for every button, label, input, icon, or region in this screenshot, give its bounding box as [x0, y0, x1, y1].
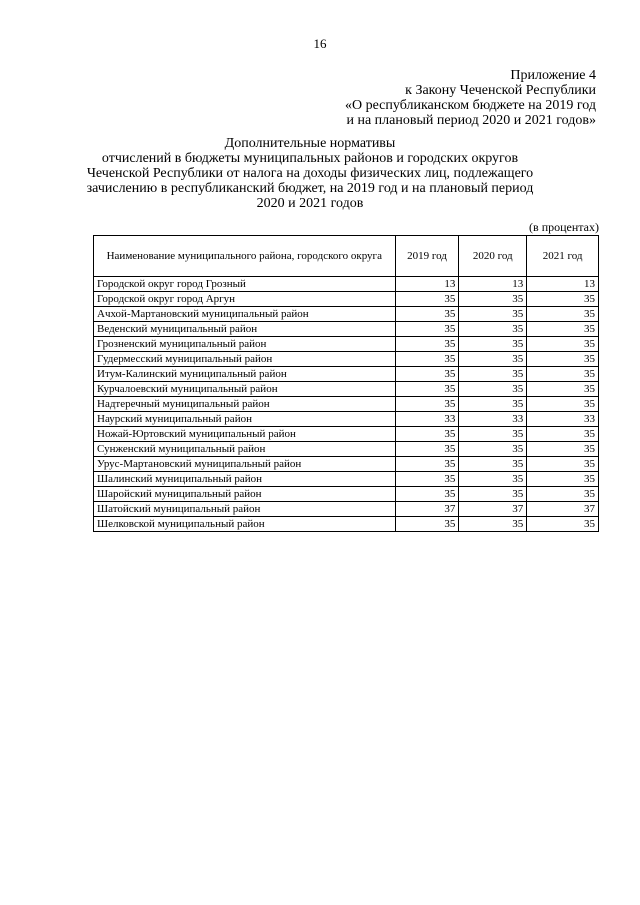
- table-row: [94, 352, 599, 367]
- cell-2020: 35: [459, 427, 527, 442]
- cell-2019: 35: [395, 367, 459, 382]
- appendix-line: к Закону Чеченской Республики: [405, 83, 596, 98]
- table-row: [94, 337, 599, 352]
- cell-2021: 35: [527, 442, 599, 457]
- cell-2019: 35: [395, 352, 459, 367]
- table-row: [94, 472, 599, 487]
- cell-2021: 35: [527, 322, 599, 337]
- cell-name: Наурский муниципальный район: [94, 412, 396, 427]
- cell-name: Городской округ город Грозный: [94, 277, 396, 292]
- cell-2021: 35: [527, 397, 599, 412]
- cell-2020: 35: [459, 472, 527, 487]
- cell-name: Надтеречный муниципальный район: [94, 397, 396, 412]
- table-row: [94, 277, 599, 292]
- cell-2020: 35: [459, 307, 527, 322]
- cell-2020: 35: [459, 457, 527, 472]
- table-row: [94, 457, 599, 472]
- cell-2020: 13: [459, 277, 527, 292]
- table-row: [94, 382, 599, 397]
- cell-2021: 35: [527, 337, 599, 352]
- cell-2021: 35: [527, 457, 599, 472]
- appendix-line: «О республиканском бюджете на 2019 год: [345, 98, 596, 113]
- cell-name: Городской округ город Аргун: [94, 292, 396, 307]
- cell-2020: 33: [459, 412, 527, 427]
- cell-2021: 35: [527, 427, 599, 442]
- table-row: [94, 292, 599, 307]
- cell-2020: 35: [459, 442, 527, 457]
- cell-2019: 37: [395, 502, 459, 517]
- cell-name: Грозненский муниципальный район: [94, 337, 396, 352]
- cell-2019: 35: [395, 337, 459, 352]
- table-row: [94, 412, 599, 427]
- cell-2021: 35: [527, 382, 599, 397]
- cell-name: Веденский муниципальный район: [94, 322, 396, 337]
- cell-name: Шалинский муниципальный район: [94, 472, 396, 487]
- cell-2019: 13: [395, 277, 459, 292]
- cell-name: Сунженский муниципальный район: [94, 442, 396, 457]
- cell-2020: 35: [459, 487, 527, 502]
- appendix-line: Приложение 4: [510, 68, 596, 83]
- title-line: Чеченской Республики от налога на доходы физических лиц, подлежащего: [86, 166, 534, 181]
- table-row: [94, 442, 599, 457]
- cell-2021: 35: [527, 487, 599, 502]
- norms-table: [93, 235, 599, 532]
- cell-2020: 35: [459, 397, 527, 412]
- cell-2019: 35: [395, 457, 459, 472]
- cell-2021: 35: [527, 292, 599, 307]
- cell-2021: 37: [527, 502, 599, 517]
- cell-2019: 35: [395, 487, 459, 502]
- cell-name: Урус-Мартановский муниципальный район: [94, 457, 396, 472]
- title-line: отчислений в бюджеты муниципальных районов и городских округов: [101, 151, 519, 166]
- cell-2019: 35: [395, 442, 459, 457]
- cell-2021: 35: [527, 517, 599, 532]
- table-row: [94, 322, 599, 337]
- cell-2020: 37: [459, 502, 527, 517]
- column-header-2021: 2021 год: [527, 236, 599, 277]
- appendix-header: [345, 68, 596, 128]
- cell-2020: 35: [459, 352, 527, 367]
- cell-name: Ножай-Юртовский муниципальный район: [94, 427, 396, 442]
- cell-2019: 35: [395, 397, 459, 412]
- cell-2021: 13: [527, 277, 599, 292]
- column-header-name: Наименование муниципального района, городского округа: [94, 236, 396, 277]
- table-header-row: [94, 236, 599, 277]
- table-row: [94, 307, 599, 322]
- cell-2019: 35: [395, 472, 459, 487]
- table-row: [94, 517, 599, 532]
- cell-2021: 35: [527, 352, 599, 367]
- table-row: [94, 487, 599, 502]
- cell-name: Шаройский муниципальный район: [94, 487, 396, 502]
- cell-2019: 35: [395, 517, 459, 532]
- title-line: 2020 и 2021 годов: [256, 196, 364, 211]
- cell-2019: 35: [395, 292, 459, 307]
- cell-2019: 35: [395, 322, 459, 337]
- table-row: [94, 427, 599, 442]
- cell-2021: 35: [527, 472, 599, 487]
- page-number: 16: [313, 36, 327, 51]
- cell-name: Шелковской муниципальный район: [94, 517, 396, 532]
- table-row: [94, 397, 599, 412]
- unit-note: (в процентах): [529, 220, 599, 234]
- document-title: [60, 136, 560, 211]
- cell-name: Гудермесский муниципальный район: [94, 352, 396, 367]
- appendix-line: и на плановый период 2020 и 2021 годов»: [346, 113, 596, 128]
- table-row: [94, 502, 599, 517]
- cell-name: Курчалоевский муниципальный район: [94, 382, 396, 397]
- cell-2020: 35: [459, 367, 527, 382]
- cell-2020: 35: [459, 292, 527, 307]
- cell-2021: 35: [527, 307, 599, 322]
- cell-2019: 35: [395, 427, 459, 442]
- column-header-2019: 2019 год: [395, 236, 459, 277]
- table-body: [94, 277, 599, 532]
- cell-2020: 35: [459, 382, 527, 397]
- cell-name: Итум-Калинский муниципальный район: [94, 367, 396, 382]
- cell-name: Ачхой-Мартановский муниципальный район: [94, 307, 396, 322]
- cell-2020: 35: [459, 517, 527, 532]
- title-line: Дополнительные нормативы: [224, 136, 396, 151]
- cell-2020: 35: [459, 337, 527, 352]
- cell-2019: 35: [395, 382, 459, 397]
- cell-2019: 33: [395, 412, 459, 427]
- cell-2021: 33: [527, 412, 599, 427]
- title-line: зачислению в республиканский бюджет, на 2019 год и на плановый период: [86, 181, 534, 196]
- cell-2020: 35: [459, 322, 527, 337]
- column-header-2020: 2020 год: [459, 236, 527, 277]
- cell-2019: 35: [395, 307, 459, 322]
- table-row: [94, 367, 599, 382]
- cell-name: Шатойский муниципальный район: [94, 502, 396, 517]
- cell-2021: 35: [527, 367, 599, 382]
